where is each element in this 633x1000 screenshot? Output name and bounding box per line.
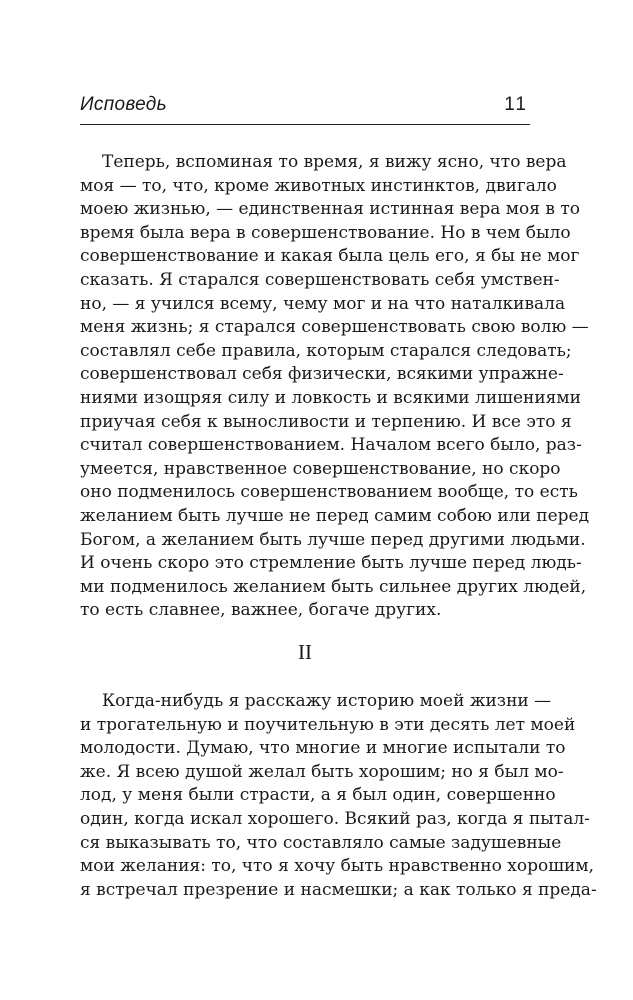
text-line: ниями изощряя силу и ловкость и всякими лишениями: [80, 387, 581, 408]
text-line: оно подменилось совершенствованием вообще, то есть: [80, 482, 578, 503]
text-line: один, когда искал хорошего. Всякий раз, когда я пытал-: [80, 808, 590, 829]
text-line: время была вера в совершенствование. Но в чем было: [80, 222, 571, 243]
text-line: то есть славнее, важнее, богаче других.: [80, 600, 442, 621]
text-line: меня жизнь; я старался совершенствовать свою волю —: [80, 317, 589, 338]
text-line: совершенствование и какая была цель его, я бы не мог: [80, 246, 580, 267]
running-title: Исповедь: [80, 94, 167, 115]
paragraph-section-1: [80, 151, 590, 623]
text-line: мои желания: то, что я хочу быть нравственно хорошим,: [80, 856, 594, 877]
text-line: считал совершенствованием. Началом всего было, раз-: [80, 435, 582, 456]
text-line: совершенствовал себя физически, всякими упражне-: [80, 364, 564, 385]
running-header: [80, 92, 530, 125]
text-line: молодости. Думаю, что многие и многие испытали то: [80, 738, 566, 759]
text-line: но, — я учился всему, чему мог и на что наталкивала: [80, 293, 566, 314]
page-number: 11: [504, 94, 528, 115]
text-line: Когда-нибудь я расскажу историю моей жизни —: [102, 691, 552, 711]
text-line: моя — то, что, кроме животных инстинктов, двигало: [80, 175, 557, 196]
chapter-numeral: II: [298, 640, 312, 664]
text-line: ся выказывать то, что составляло самые задушевные: [80, 832, 562, 853]
text-line: умеется, нравственное совершенствование, но скоро: [80, 458, 561, 479]
text-line: сказать. Я старался совершенствовать себя умствен-: [80, 269, 560, 290]
text-line: ми подменилось желанием быть сильнее других людей,: [80, 576, 587, 597]
text-line: Богом, а желанием быть лучше перед другими людьми.: [80, 529, 586, 550]
text-line: составлял себе правила, которым старался следовать;: [80, 340, 572, 361]
text-line: я встречал презрение и насмешки; а как только я преда-: [80, 879, 597, 900]
text-line: же. Я всею душой желал быть хорошим; но я был мо-: [80, 761, 564, 782]
text-line: Теперь, вспоминая то время, я вижу ясно, что вера: [102, 152, 567, 172]
text-line: желанием быть лучше не перед самим собою или перед: [80, 505, 590, 526]
text-line: лод, у меня были страсти, а я был один, совершенно: [80, 785, 556, 806]
text-line: и трогательную и поучительную в эти десять лет моей: [80, 714, 576, 735]
text-line: приучая себя к выносливости и терпению. И все это я: [80, 411, 572, 432]
paragraph-section-2: [80, 690, 597, 902]
text-line: И очень скоро это стремление быть лучше перед людь-: [80, 553, 582, 574]
text-line: моею жизнью, — единственная истинная вера моя в то: [80, 199, 580, 220]
